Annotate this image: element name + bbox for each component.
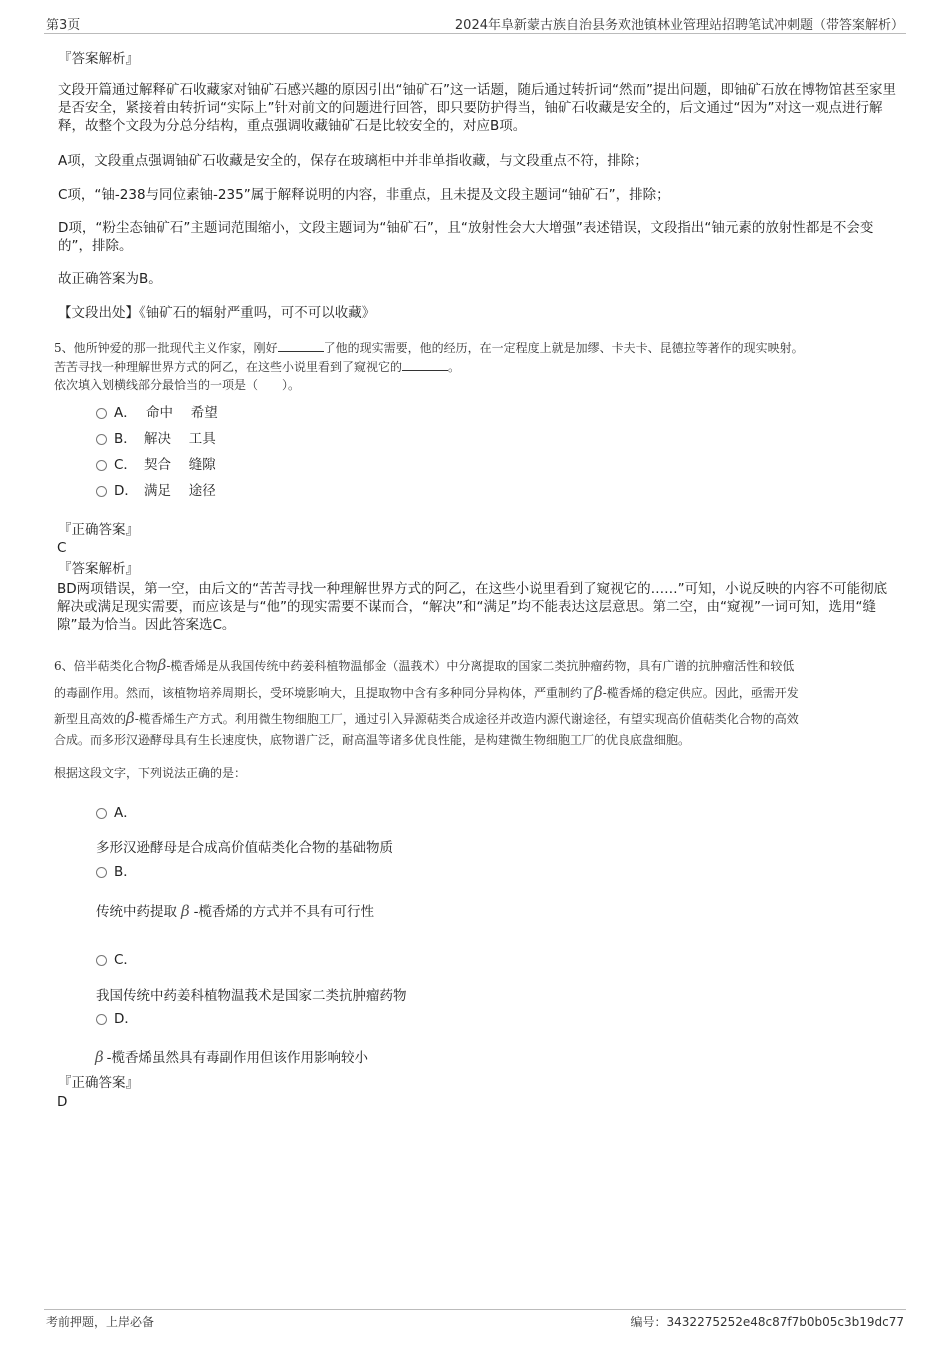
header-divider — [44, 33, 906, 34]
q6-option-b-text — [96, 900, 374, 920]
q6-stem-line3-a: 新型且高效的 — [54, 712, 127, 726]
q6-option-a-letter: A． — [114, 805, 137, 821]
q5-option-c-text: 契合 缝隙 — [144, 457, 216, 473]
q5-option-a-text: 命中 希望 — [146, 405, 218, 421]
footer-divider — [44, 1309, 906, 1310]
q5-answer-heading: 『正确答案』 — [58, 522, 139, 538]
q6-stem-line3-b: -榄香烯生产方式。利用微生物细胞工厂，通过引入异源萜类合成途径并改造内源代谢途径，有望实现高价值萜类化合物的高效 — [134, 712, 799, 726]
q4-source-title: 《铀矿石的辐射严重吗，可不可以收藏》 — [139, 305, 376, 321]
q5-option-d-text: 满足 途径 — [144, 483, 216, 499]
q6-option-d-letter: D． — [114, 1011, 138, 1027]
q5-blank-2 — [402, 358, 448, 371]
q5-option-a-letter: A． — [114, 405, 137, 421]
q5-prompt: 依次填入划横线部分最恰当的一项是（ ）。 — [54, 378, 301, 392]
radio-button[interactable] — [96, 867, 107, 878]
q5-analysis-heading: 『答案解析』 — [58, 561, 139, 577]
beta-symbol: β — [126, 709, 135, 727]
beta-symbol: β — [157, 656, 167, 674]
q5-stem — [54, 339, 906, 395]
document-id — [631, 1313, 904, 1330]
q6-option-c-text: 我国传统中药姜科植物温莪术是国家二类抗肿瘤药物 — [96, 988, 407, 1004]
q5-option-b-letter: B． — [114, 431, 137, 447]
footer-slogan: 考前押题，上岸必备 — [46, 1315, 155, 1329]
radio-button[interactable] — [96, 486, 107, 497]
radio-button[interactable] — [96, 408, 107, 419]
radio-button[interactable] — [96, 955, 107, 966]
q4-option-d-note: D项，“粉尘态铀矿石”主题词范围缩小，文段主题词为“铀矿石”，且“放射性会大大增强”表述错误，文段指出“铀元素的放射性都是不会变的”，排除。 — [58, 220, 874, 254]
q6-stem-line1-b: -榄香烯是从我国传统中药姜科植物温郁金（温莪术）中分离提取的国家二类抗肿瘤药物，具有广谱的抗肿瘤活性和较低 — [166, 659, 795, 673]
q5-option-b-text: 解决 工具 — [144, 431, 216, 447]
q6-option-b-text-b: -榄香烯的方式并不具有可行性 — [193, 904, 375, 920]
radio-button[interactable] — [96, 1014, 107, 1025]
q4-analysis-heading: 『答案解析』 — [58, 51, 139, 67]
q6-option-b-text-a: 传统中药提取 — [96, 904, 177, 920]
q6-answer: D — [57, 1094, 68, 1110]
radio-button[interactable] — [96, 434, 107, 445]
q6-stem-line-4: 合成。而多形汉逊酵母具有生长速度快，底物谱广泛，耐高温等诸多优良性能，是构建微生物细胞工厂的优良底盘细胞。 — [54, 733, 691, 747]
q5-stem-part1: 5、他所钟爱的那一批现代主义作家，刚好 — [54, 341, 278, 355]
q4-conclusion: 故正确答案为B。 — [58, 271, 162, 287]
q6-option-d-text-body: -榄香烯虽然具有毒副作用但该作用影响较小 — [106, 1050, 369, 1066]
page-number: 第3页 — [46, 18, 81, 33]
q6-stem-line1-a: 6、倍半萜类化合物 — [54, 659, 158, 673]
q5-analysis: BD两项错误，第一空，由后文的“苦苦寻找一种理解世界方式的阿乙，在这些小说里看到了窥视它的……”可知，小说反映的内容不可能彻底解决或满足现实需要，而应该是与“他”的现实需要不谋而合，“解决”和“满足”均不能表达这层意思。第二空，由“窥视”一词可知，选用“缝隙”最为恰当。因此答案选C。 — [57, 581, 888, 633]
q6-stem-line-1 — [54, 656, 906, 675]
document-title: 2024年阜新蒙古族自治县务欢池镇林业管理站招聘笔试冲刺题（带答案解析） — [454, 18, 904, 33]
radio-button[interactable] — [96, 460, 107, 471]
beta-symbol: β — [594, 683, 603, 701]
document-id-label: 编号： — [630, 1315, 667, 1329]
q4-option-c-note: C项，“铀-238与同位素铀-235”属于解释说明的内容，非重点，且未提及文段主题词“铀矿石”，排除； — [58, 187, 670, 203]
q5-option-c-letter: C． — [114, 457, 137, 473]
q5-option-d-letter: D． — [114, 483, 138, 499]
beta-symbol: β — [95, 1048, 104, 1066]
q5-blank-1 — [278, 339, 324, 352]
q5-stem-part2: 了他的现实需要，他的经历，在一定程度上就是加缪、卡夫卡、昆德拉等著作的现实映射。 — [323, 341, 804, 355]
q4-source-label: 【文段出处】 — [58, 305, 139, 321]
q6-stem-line2-b: -榄香烯的稳定供应。因此，亟需开发 — [602, 686, 799, 700]
q6-option-d-text — [95, 1046, 368, 1066]
q6-stem-line-3 — [54, 709, 906, 728]
q6-option-c-letter: C． — [114, 952, 137, 968]
q5-stem-part4: 。 — [448, 359, 461, 374]
q4-source — [58, 304, 898, 322]
q6-prompt: 根据这段文字，下列说法正确的是： — [54, 766, 247, 780]
q6-stem-line2-a: 的毒副作用。然而，该植物培养周期长，受环境影响大，且提取物中含有多种同分异构体，严重制约了 — [54, 686, 595, 700]
q6-option-b-letter: B． — [114, 864, 137, 880]
radio-button[interactable] — [96, 808, 107, 819]
q6-stem-line-2 — [54, 683, 906, 702]
q4-option-a-note: A项，文段重点强调铀矿石收藏是安全的，保存在玻璃柜中并非单指收藏，与文段重点不符，排除； — [58, 153, 648, 169]
q6-option-a-text: 多形汉逊酵母是合成高价值萜类化合物的基础物质 — [96, 840, 393, 856]
q5-stem-part3: 苦苦寻找一种理解世界方式的阿乙，在这些小说里看到了窥视它的 — [54, 359, 403, 374]
q6-answer-heading: 『正确答案』 — [58, 1075, 139, 1091]
q5-answer: C — [57, 540, 67, 556]
q4-analysis-paragraph: 文段开篇通过解释矿石收藏家对铀矿石感兴趣的原因引出“铀矿石”这一话题，随后通过转折词“然而”提出问题，即铀矿石放在博物馆甚至家里是否安全，紧接着由转折词“实际上”针对前文的问题进行回答，即只要防护得当，铀矿石收藏是安全的，后文通过“因为”对这一观点进行解释，故整个文段为分总分结构，重点强调收藏铀矿石是比较安全的，对应B项。 — [58, 82, 896, 134]
beta-symbol: β — [181, 902, 190, 920]
document-id-code: 3432275252e48c87f7b0b05c3b19dc77 — [666, 1315, 904, 1329]
